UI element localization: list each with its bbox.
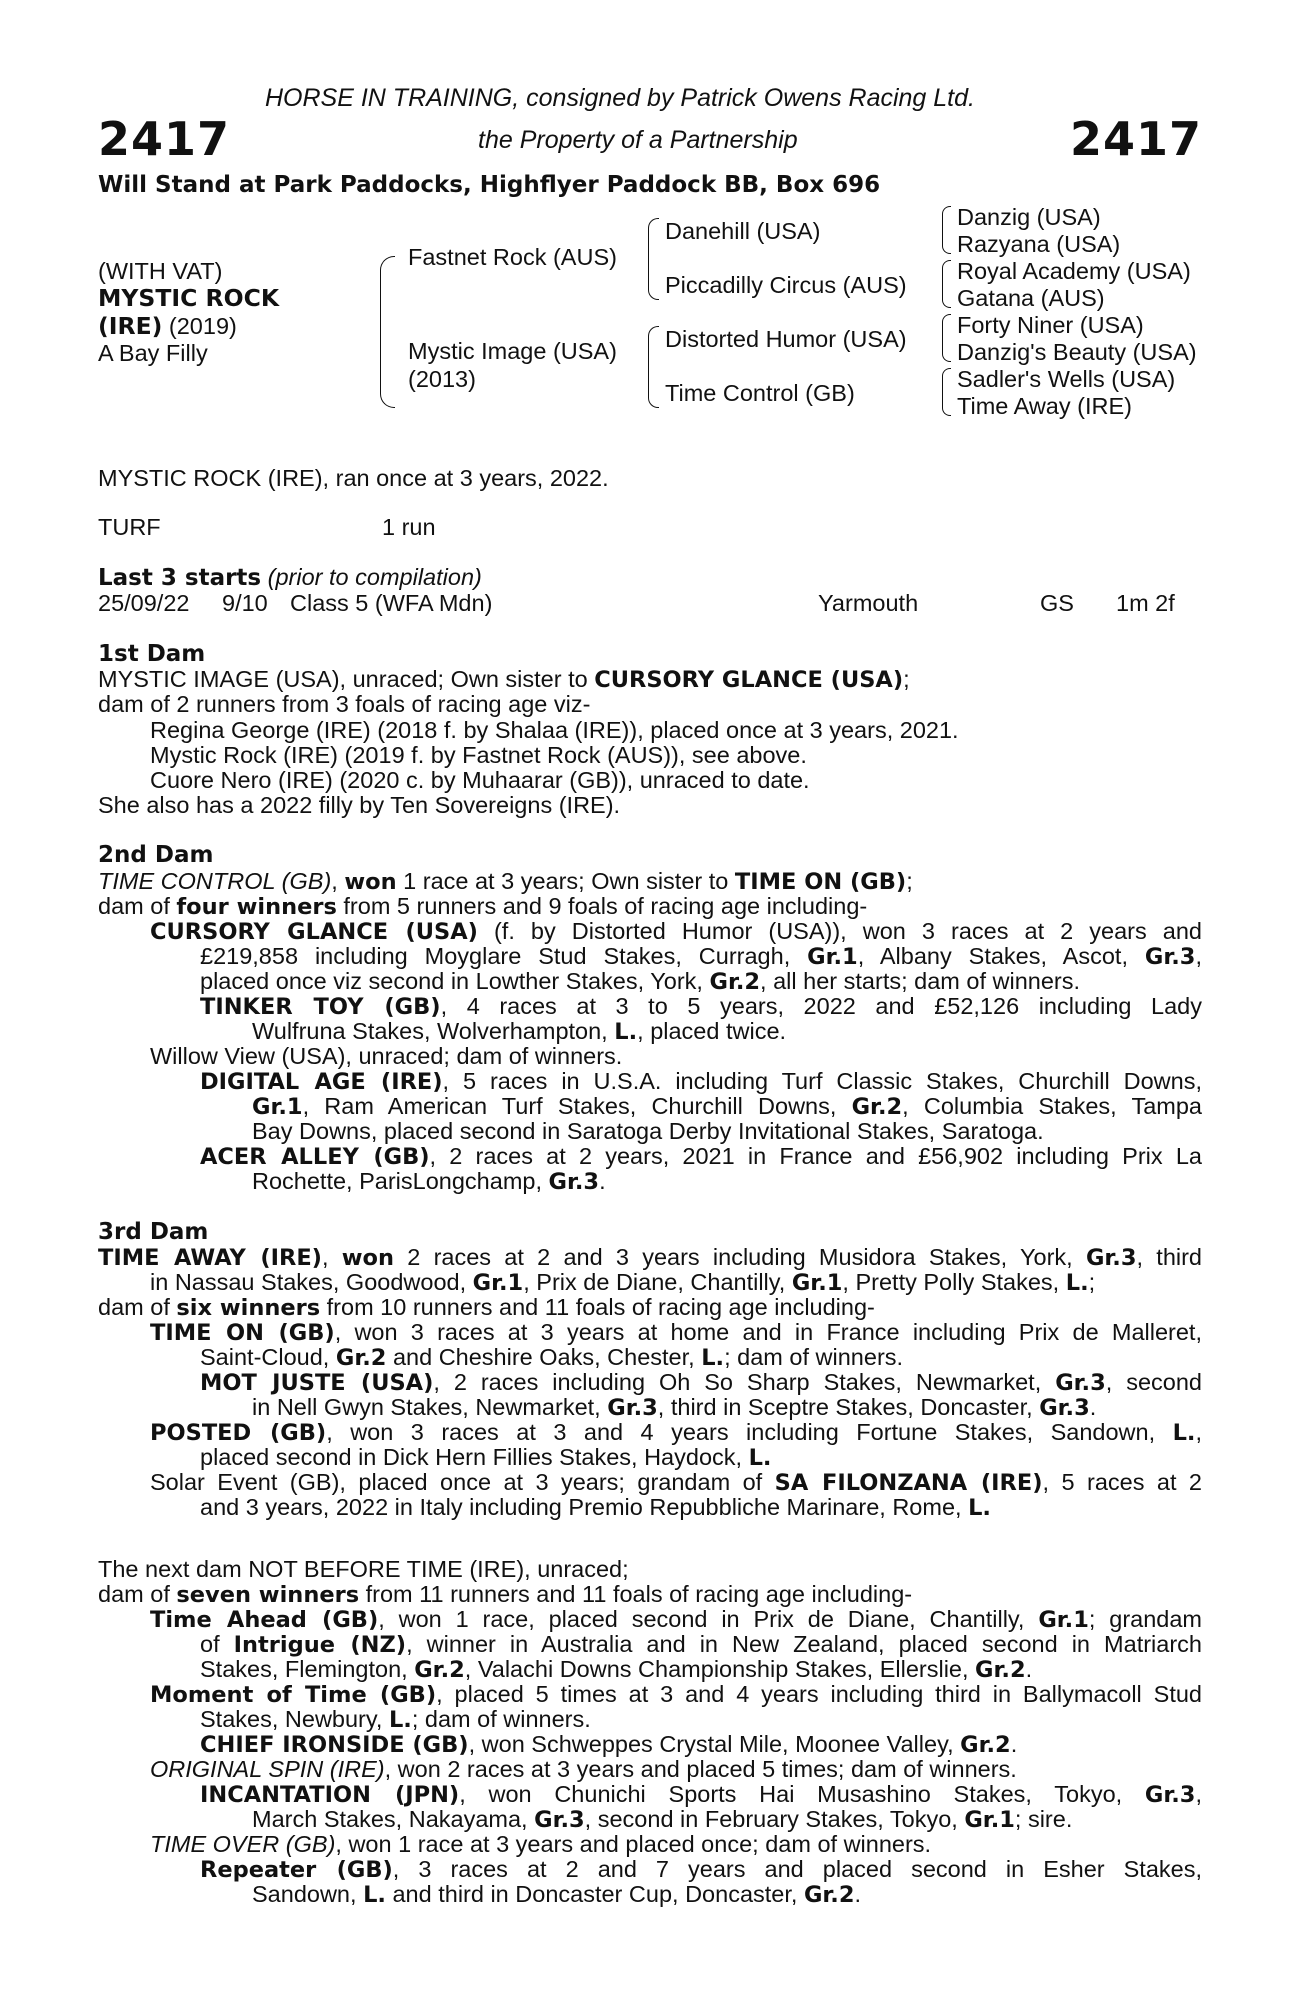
property-line: the Property of a Partnership [478,126,798,154]
horse-year: (2019) [162,313,237,339]
dam3-heading: 3rd Dam [98,1219,209,1245]
pedigree-brace-dam [648,326,659,408]
next-dam-ta2b: Intrigue (NZ) [233,1632,407,1658]
next-dam-ta1 [150,1607,1202,1634]
dam3-line2f: L. [1065,1270,1089,1296]
start-position: 9/10 [222,590,268,616]
dam2-da3: Bay Downs, placed second in Saratoga Derby Invitational Stakes, Saratoga. [252,1118,1044,1144]
dam3-se2b: L. [968,1495,991,1521]
pedigree-sire: Fastnet Rock (AUS) [408,244,617,270]
pedigree-brace-4b [942,260,951,308]
dam1-foal3: Cuore Nero (IRE) (2020 c. by Muhaarar (GB)), unraced to date. [150,767,810,793]
pedigree-dam-dam: Time Control (GB) [665,380,855,406]
dam3-po1 [150,1420,1202,1447]
next-dam-in2b: Gr.3 [534,1807,585,1833]
next-dam-os [150,1757,1202,1783]
dam3-mj1d: , second [1105,1369,1202,1395]
pedigree-sire-dam: Piccadilly Circus (AUS) [665,272,907,298]
horse-description: A Bay Filly [98,340,208,366]
dam3-mj1c: Gr.3 [1055,1370,1106,1396]
next-dam-rp1 [200,1857,1202,1884]
start-course: Yarmouth [818,590,919,616]
dam2-tt1a: TINKER TOY (GB) [200,994,441,1020]
next-dam-ta2a: of [200,1631,234,1657]
dam3-line1a: TIME AWAY (IRE) [98,1245,322,1271]
dam3-po1b: , won 3 races at 3 and 4 years including Fortune Stakes, Sandown, [326,1419,1173,1445]
dam2-cg2b: Gr.1 [807,944,858,970]
dam3-to2e: ; dam of winners. [724,1344,904,1370]
dam2-aa1a: ACER ALLEY (GB) [200,1144,430,1170]
dam2-cg2c: , Albany Stakes, Ascot, [857,943,1145,969]
next-dam-ci1a: CHIEF IRONSIDE (GB) [200,1732,469,1758]
dam2-tt2c: , placed twice. [637,1018,787,1044]
pedigree-dsd: Danzig's Beauty (USA) [957,339,1197,365]
dam2-heading: 2nd Dam [98,842,214,868]
dam1-foal2: Mystic Rock (IRE) (2019 f. by Fastnet Rock (AUS)), see above. [150,742,807,768]
next-dam-ta3 [200,1657,1202,1684]
dam3-po1a: POSTED (GB) [150,1420,327,1446]
dam3-line3 [98,1295,1202,1322]
dam3-to1 [150,1320,1202,1347]
next-dam-ta3c: , Valachi Downs Championship Stakes, Ellerslie, [464,1656,976,1682]
dam2-aa2b: Gr.3 [548,1169,600,1195]
next-dam-os1: ORIGINAL SPIN (IRE) [150,1756,385,1782]
dam2-da2b: , Ram American Turf Stakes, Churchill Downs, [302,1093,852,1119]
dam2-line2b: four winners [176,894,337,920]
dam3-mj1b: , 2 races including Oh So Sharp Stakes, Newmarket, [433,1369,1056,1395]
dam2-da2 [252,1094,1202,1121]
dam2-line1 [98,869,1202,896]
pedigree-brace-4c [942,314,951,362]
dam2-line1e: TIME ON (GB) [734,869,907,895]
dam1-line2: dam of 2 runners from 3 foals of racing age viz- [98,691,591,717]
dam2-tt1b: , 4 races at 3 to 5 years, 2022 and £52,126 including Lady [440,993,1202,1019]
pedigree-brace-4a [942,206,951,254]
next-dam-in2d: Gr.1 [964,1807,1015,1833]
next-dam-in1c: Gr.3 [1144,1782,1196,1808]
next-dam-line2 [98,1582,1202,1609]
last-starts-heading [98,564,482,591]
pedigree-dss: Forty Niner (USA) [957,312,1144,338]
dam3-line2e: , Pretty Polly Stakes, [842,1269,1066,1295]
dam3-mj2a: in Nell Gwyn Stakes, Newmarket, [252,1394,608,1420]
dam2-da1b: , 5 races in U.S.A. including Turf Classic Stakes, Churchill Downs, [442,1068,1202,1094]
dam3-po2b: L. [748,1445,772,1471]
dam3-to2b: Gr.2 [335,1345,387,1371]
next-dam-in2e: ; sire. [1014,1806,1073,1832]
dam2-da2c: Gr.2 [851,1094,903,1120]
dam3-se2a: and 3 years, 2022 in Italy including Premio Repubbliche Marinare, Rome, [200,1494,969,1520]
dam2-cg1 [150,919,1202,946]
next-dam-in1a: INCANTATION (JPN) [200,1782,460,1808]
pedigree-sds: Royal Academy (USA) [957,258,1191,284]
next-dam-line2a: dam of [98,1581,177,1607]
dam2-cg2a: £219,858 including Moyglare Stud Stakes, Curragh, [200,943,808,969]
dam1-line1c: ; [903,666,910,692]
next-dam-ta2 [200,1632,1202,1659]
next-dam-ta1d: ; grandam [1088,1606,1203,1632]
next-dam-in1b: , won Chunichi Sports Hai Musashino Stakes, Tokyo, [459,1781,1145,1807]
vat-note: (WITH VAT) [98,258,223,284]
next-dam-in1d: , [1195,1781,1202,1807]
dam3-to2d: L. [701,1345,725,1371]
next-dam-in2 [252,1807,1202,1834]
dam3-line2a: in Nassau Stakes, Goodwood, [150,1269,473,1295]
dam2-cg2 [200,944,1202,971]
next-dam-ta3b: Gr.2 [414,1657,465,1683]
dam2-tt1 [200,994,1202,1021]
dam3-to2a: Saint-Cloud, [200,1344,336,1370]
next-dam-ci1b: , won Schweppes Crystal Mile, Moonee Valley, [468,1731,961,1757]
pedigree-brace-main [380,256,395,408]
dam3-se2 [200,1495,1202,1522]
dam3-to1b: , won 3 races at 3 years at home and in France including Prix de Malleret, [334,1319,1202,1345]
dam2-line1f: ; [906,868,913,894]
dam3-mj1 [200,1370,1202,1397]
pedigree-dam: Mystic Image (USA) [408,338,617,364]
dam3-line2b: Gr.1 [472,1270,524,1296]
next-dam-mt2a: Stakes, Newbury, [200,1706,389,1732]
dam2-cg3b: Gr.2 [709,969,761,995]
dam3-line1d: 2 races at 2 and 3 years including Musidora Stakes, York, [394,1244,1086,1270]
lot-number-left: 2417 [98,112,231,166]
dam3-line1c: won [341,1245,395,1271]
dam2-cg3a: placed once viz second in Lowther Stakes, York, [200,968,710,994]
last-starts-title: Last 3 starts [98,565,262,591]
last-starts-note: (prior to compilation) [267,564,482,590]
start-date: 25/09/22 [98,590,190,616]
next-dam-ta1c: Gr.1 [1038,1607,1089,1633]
dam2-wv: Willow View (USA), unraced; dam of winners. [150,1043,623,1069]
dam2-line2a: dam of [98,893,177,919]
next-dam-tov1: TIME OVER (GB) [150,1831,336,1857]
dam3-mj2b: Gr.3 [607,1395,658,1421]
pedigree-ssd: Razyana (USA) [957,231,1121,257]
dam3-mj2e: . [1089,1394,1097,1420]
next-dam-tov2: , won 1 race at 3 years and placed once; dam of winners. [335,1831,932,1857]
next-dam-tov [150,1832,1202,1858]
dam2-aa1b: , 2 races at 2 years, 2021 in France and £56,902 including Prix La [429,1143,1202,1169]
dam2-cg2e: , [1195,943,1202,969]
surface-runs: 1 run [382,514,436,540]
next-dam-rp2a: Sandown, [252,1881,364,1907]
dam1-line1 [98,667,1202,694]
dam3-to2c: and Cheshire Oaks, Chester, [386,1344,702,1370]
next-dam-rp2c: and third in Doncaster Cup, Doncaster, [385,1881,804,1907]
dam2-line1c: won [344,869,397,895]
pedigree-sss: Danzig (USA) [957,204,1101,230]
next-dam-ta1b: , won 1 race, placed second in Prix de Diane, Chantilly, [378,1606,1039,1632]
dam3-se1c: , 5 races at 2 [1042,1469,1202,1495]
dam3-to2 [200,1345,1202,1372]
dam3-se1b: SA FILONZANA (IRE) [774,1470,1043,1496]
dam2-tt2a: Wulfruna Stakes, Wolverhampton, [252,1018,615,1044]
next-dam-mt1a: Moment of Time (GB) [150,1682,437,1708]
dam3-line1 [98,1245,1202,1272]
next-dam-rp2b: L. [363,1882,386,1908]
dam2-da1a: DIGITAL AGE (IRE) [200,1069,443,1095]
next-dam-ta3e: . [1025,1656,1033,1682]
dam3-po1d: , [1195,1419,1203,1445]
pedigree-brace-sire [648,218,659,300]
dam2-line1a: TIME CONTROL (GB) [98,868,332,894]
next-dam-ta3d: Gr.2 [975,1657,1026,1683]
next-dam-in1 [200,1782,1202,1809]
dam3-po1c: L. [1172,1420,1196,1446]
pedigree-dds: Sadler's Wells (USA) [957,366,1176,392]
dam3-line1b: , [321,1244,342,1270]
next-dam-ta3a: Stakes, Flemington, [200,1656,415,1682]
next-dam-ta1a: Time Ahead (GB) [150,1607,379,1633]
dam2-da2d: , Columbia Stakes, Tampa [902,1093,1202,1119]
next-dam-line2c: from 11 runners and 11 foals of racing age including- [359,1581,913,1607]
start-class: Class 5 (WFA Mdn) [290,590,493,616]
surface-label: TURF [98,514,161,540]
start-distance: 1m 2f [1116,590,1175,616]
dam1-heading: 1st Dam [98,641,206,667]
dam3-mj2d: Gr.3 [1039,1395,1090,1421]
next-dam-mt2 [200,1707,1202,1734]
dam2-aa1 [200,1144,1202,1171]
dam2-cg1b: (f. by Distorted Humor (USA)), won 3 races at 2 years and [477,918,1202,944]
dam2-da1 [200,1069,1202,1096]
dam3-mj2c: , third in Sceptre Stakes, Doncaster, [657,1394,1040,1420]
dam2-line2c: from 5 runners and 9 foals of racing age including- [336,893,868,919]
horse-country-year [98,312,237,340]
dam2-aa2a: Rochette, ParisLongchamp, [252,1168,549,1194]
dam1-line6: She also has a 2022 filly by Ten Sovereigns (IRE). [98,792,621,818]
dam3-line1f: , third [1136,1244,1203,1270]
dam2-line1d: 1 race at 3 years; Own sister to [396,868,735,894]
dam2-aa2 [252,1169,1202,1196]
next-dam-in2a: March Stakes, Nakayama, [252,1806,535,1832]
start-going: GS [1040,590,1074,616]
next-dam-os2: , won 2 races at 3 years and placed 5 times; dam of winners. [384,1756,1017,1782]
dam2-cg3 [200,969,1202,996]
dam3-line2c: , Prix de Diane, Chantilly, [523,1269,792,1295]
pedigree-dam-year: (2013) [408,366,476,392]
next-dam-line1: The next dam NOT BEFORE TIME (IRE), unraced; [98,1556,629,1582]
dam2-cg1a: CURSORY GLANCE (USA) [150,919,478,945]
horse-name: MYSTIC ROCK [98,284,280,312]
next-dam-rp1b: , 3 races at 2 and 7 years and placed second in Esher Stakes, [392,1856,1203,1882]
dam3-line1e: Gr.3 [1085,1245,1137,1271]
dam3-line3b: six winners [176,1295,321,1321]
pedigree-sdd: Gatana (AUS) [957,285,1105,311]
dam3-line2d: Gr.1 [791,1270,843,1296]
dam3-se1a: Solar Event (GB), placed once at 3 years; grandam of [150,1469,775,1495]
dam3-mj2 [252,1395,1202,1422]
next-dam-in2c: , second in February Stakes, Tokyo, [584,1806,965,1832]
dam3-po2a: placed second in Dick Hern Fillies Stakes, Haydock, [200,1444,749,1470]
next-dam-ta2c: , winner in Australia and in New Zealand, placed second in Matriarch [406,1631,1202,1657]
pedigree-sire-sire: Danehill (USA) [665,218,821,244]
lot-number-right: 2417 [1069,112,1202,166]
dam1-line1b: CURSORY GLANCE (USA) [594,667,904,693]
dam2-tt2b: L. [614,1019,638,1045]
dam3-po2 [200,1445,1202,1472]
consignment-line: HORSE IN TRAINING, consigned by Patrick Owens Racing Ltd. [265,84,975,112]
dam1-foal1: Regina George (IRE) (2018 f. by Shalaa (IRE)), placed once at 3 years, 2021. [150,717,959,743]
next-dam-rp2 [252,1882,1202,1909]
next-dam-ci1d: . [1010,1731,1018,1757]
dam3-se1 [150,1470,1202,1497]
dam2-cg3c: , all her starts; dam of winners. [760,968,1081,994]
dam2-line2 [98,894,1202,921]
next-dam-rp2d: Gr.2 [803,1882,855,1908]
dam2-cg2d: Gr.3 [1144,944,1196,970]
next-dam-ci1 [200,1732,1202,1759]
dam3-line3c: from 10 runners and 11 foals of racing age including- [320,1294,875,1320]
dam2-aa2c: . [599,1168,606,1194]
dam2-line1b: , [331,868,345,894]
dam2-da2a: Gr.1 [252,1094,303,1120]
dam3-mj1a: MOT JUSTE (USA) [200,1370,434,1396]
next-dam-mt2c: ; dam of winners. [411,1706,591,1732]
dam2-tt2 [252,1019,1202,1046]
next-dam-line2b: seven winners [176,1582,360,1608]
pedigree-ddd: Time Away (IRE) [957,393,1132,419]
dam3-line3a: dam of [98,1294,177,1320]
dam3-line2g: ; [1088,1269,1096,1295]
next-dam-mt1b: , placed 5 times at 3 and 4 years including third in Ballymacoll Stud [436,1681,1203,1707]
next-dam-rp1a: Repeater (GB) [200,1857,393,1883]
pedigree-brace-4d [942,368,951,416]
next-dam-ci1c: Gr.2 [960,1732,1011,1758]
next-dam-mt1 [150,1682,1202,1709]
next-dam-mt2b: L. [388,1707,412,1733]
pedigree-dam-sire: Distorted Humor (USA) [665,326,907,352]
dam3-to1a: TIME ON (GB) [150,1320,335,1346]
horse-country: (IRE) [98,312,163,340]
dam3-line2 [150,1270,1202,1297]
stand-location: Will Stand at Park Paddocks, Highflyer Paddock BB, Box 696 [98,172,881,198]
next-dam-rp2e: . [854,1881,862,1907]
dam1-line1a: MYSTIC IMAGE (USA), unraced; Own sister to [98,666,595,692]
race-record-summary: MYSTIC ROCK (IRE), ran once at 3 years, 2022. [98,465,609,491]
